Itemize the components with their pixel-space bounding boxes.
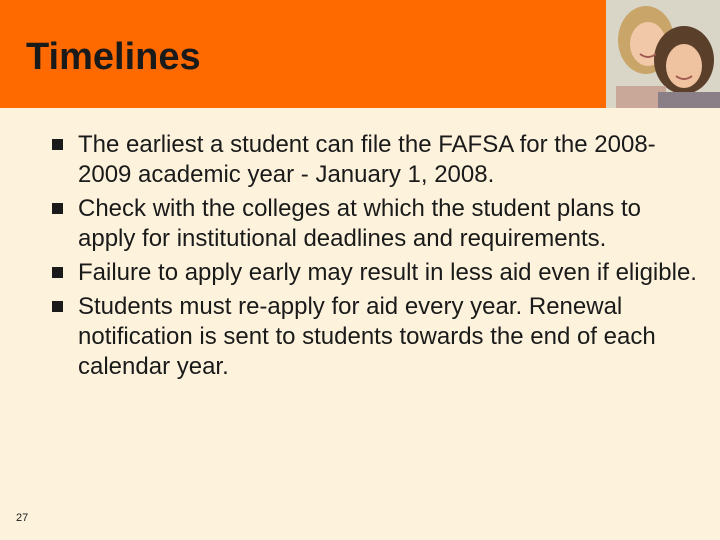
students-photo-illustration [606, 0, 720, 108]
square-bullet-icon [52, 203, 63, 214]
page-number: 27 [16, 512, 29, 524]
bullet-list [48, 130, 698, 386]
square-bullet-icon [52, 139, 63, 150]
bullet-text: The earliest a student can file the FAFSA for the 2008-2009 academic year - January 1, 2008. [78, 131, 656, 188]
bullet-text: Failure to apply early may result in less aid even if eligible. [78, 259, 697, 286]
square-bullet-icon [52, 267, 63, 278]
title-banner [0, 0, 720, 108]
bullet-text: Check with the colleges at which the student plans to apply for institutional deadlines and requirements. [78, 195, 641, 252]
bullet-item [48, 130, 698, 190]
slide-title: Timelines [26, 36, 201, 78]
bullet-item [48, 194, 698, 254]
bullet-item [48, 258, 698, 288]
students-photo [606, 0, 720, 108]
bullet-text: Students must re-apply for aid every year. Renewal notification is sent to students towards the end of each calendar year. [78, 293, 656, 380]
square-bullet-icon [52, 301, 63, 312]
bullet-item [48, 292, 698, 382]
